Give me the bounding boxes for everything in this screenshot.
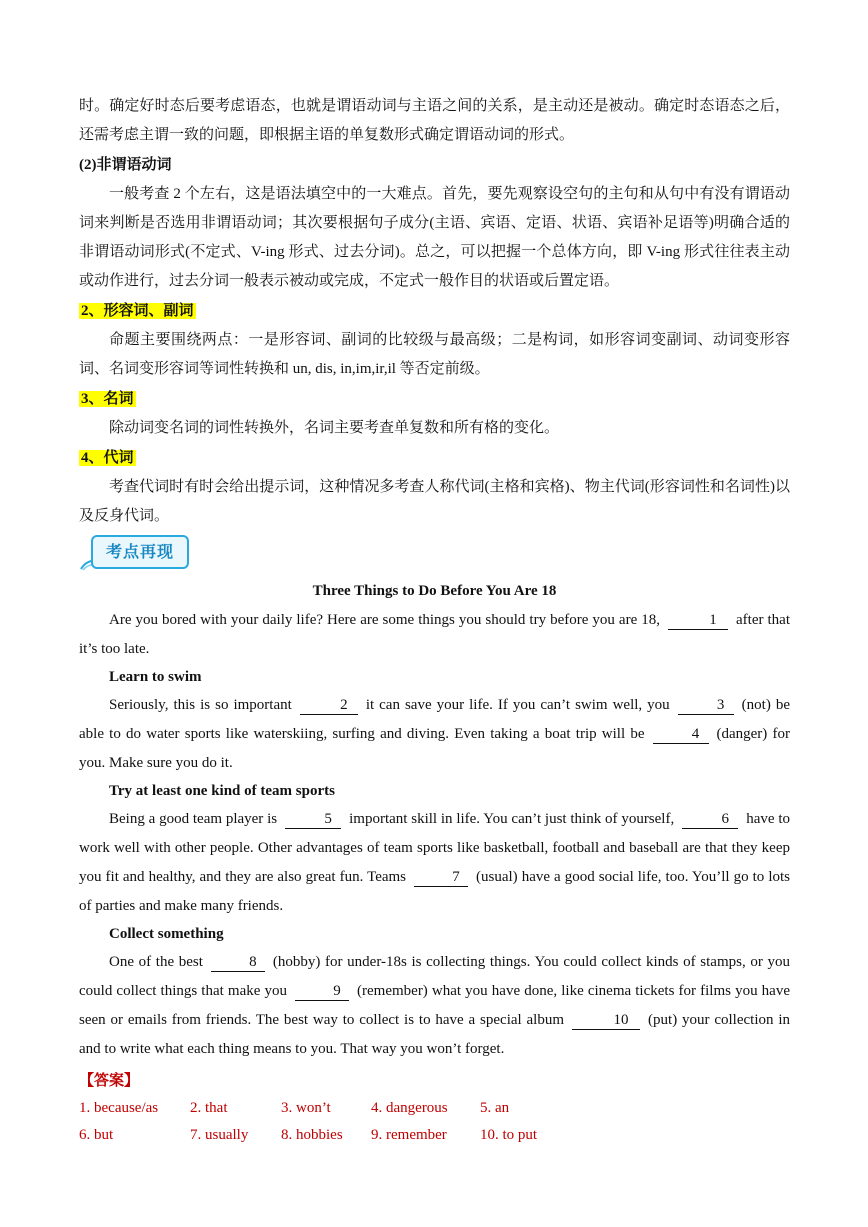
- section-heading-pronouns: [79, 443, 790, 473]
- highlight: 4、代词: [81, 450, 134, 466]
- exam-point-badge-area: [79, 533, 790, 577]
- section-text-adjectives: 命题主要围绕两点：一是形容词、副词的比较级与最高级；二是构词，如形容词变副词、动词变形容词、名词变形容词等词性转换和 un, dis, in,im,ir,il 等否定前级。: [79, 332, 790, 377]
- heading-non-finite-verbs: (2)非谓语动词: [79, 157, 172, 173]
- highlight: 2、形容词、副词: [81, 303, 194, 319]
- answer-1: 1. because/as: [79, 1100, 159, 1116]
- answer-5: 5. an: [480, 1100, 510, 1116]
- section-text-pronouns: 考查代词时有时会给出提示词，这种情况多考查人称代词(主格和宾格)、物主代词(形容词性和名词性)以及反身代词。: [79, 479, 790, 524]
- passage-paragraph-4: One of the best 8 (hobby) for under-18s is collecting things. You could collect kinds of stamps, or you could collect things that make you 9 (remember) what you have done, like cinema tickets for films you have seen or emails from friends. The best way to collect is to have a special album 10 (put) your collection in and to write what each thing means to you. That way you won’t forget.: [79, 954, 790, 1057]
- section-text-nouns: 除动词变名词的词性转换外，名词主要考查单复数和所有格的变化。: [109, 420, 560, 436]
- answer-10: 10. to put: [480, 1127, 538, 1143]
- answer-9: 9. remember: [371, 1127, 447, 1143]
- answer-7: 7. usually: [190, 1127, 249, 1143]
- answer-4: 4. dangerous: [371, 1100, 448, 1116]
- passage-paragraph-1: Are you bored with your daily life? Here are some things you should try before you are 18, 1 after that it’s too late.: [79, 612, 790, 657]
- blank-3: 3: [678, 696, 734, 715]
- exam-point-badge: 考点再现: [91, 535, 189, 569]
- blank-1: 1: [668, 611, 728, 630]
- blank-5: 5: [285, 810, 341, 829]
- highlight: 3、名词: [81, 391, 134, 407]
- answer-row-1: [79, 1095, 790, 1122]
- intro-paragraph-2: 一般考查 2 个左右，这是语法填空中的一大难点。首先，要先观察设空句的主句和从句中有没有谓语动词来判断是否选用非谓语动词；其次要根据句子成分(主语、宾语、定语、状语、宾语补足语等)明确合适的非谓语动词形式(不定式、V-ing 形式、过去分词)。总之，可以把握一个总体方向，即 V-ing 形式往往表主动或动作进行，过去分词一般表示被动或完成，不定式一般作目的状语或后置定语。: [79, 186, 790, 289]
- answer-2: 2. that: [190, 1100, 228, 1116]
- blank-4: 4: [653, 725, 709, 744]
- subheading-swim: Learn to swim: [109, 669, 202, 685]
- passage-title: Three Things to Do Before You Are 18: [312, 583, 557, 599]
- document-page: [79, 92, 790, 1149]
- blank-6: 6: [682, 810, 738, 829]
- blank-9: 9: [295, 982, 349, 1001]
- answer-row-2: [79, 1122, 790, 1149]
- intro-paragraph-1: 时。确定好时态后要考虑语态，也就是谓语动词与主语之间的关系，是主动还是被动。确定时态语态之后，还需考虑主谓一致的问题，即根据主语的单复数形式确定谓语动词的形式。: [79, 98, 790, 143]
- answer-6: 6. but: [79, 1127, 114, 1143]
- answer-8: 8. hobbies: [281, 1127, 343, 1143]
- blank-7: 7: [414, 868, 468, 887]
- subheading-collect: Collect something: [109, 926, 224, 942]
- passage-paragraph-3: Being a good team player is 5 important skill in life. You can’t just think of yourself, 6 have to work well with other people. Other advantages of team sports like basketball, football and baseball are that they keep you fit and healthy, and they are also great fun. Teams 7 (usual) have a good social life, too. You’ll go to lots of parties and make many friends.: [79, 811, 790, 914]
- section-heading-nouns: [79, 384, 790, 414]
- blank-10: 10: [572, 1011, 640, 1030]
- blank-2: 2: [300, 696, 358, 715]
- section-heading-adjectives: [79, 296, 790, 326]
- answer-3: 3. won’t: [281, 1100, 331, 1116]
- answer-heading: 【答案】: [79, 1073, 140, 1089]
- passage-paragraph-2: Seriously, this is so important 2 it can save your life. If you can’t swim well, you 3 (not) be able to do water sports like waterskiing, surfing and diving. Even taking a boat trip will be 4 (danger) for you. Make sure you do it.: [79, 697, 790, 771]
- subheading-team-sports: Try at least one kind of team sports: [109, 783, 335, 799]
- blank-8: 8: [211, 953, 265, 972]
